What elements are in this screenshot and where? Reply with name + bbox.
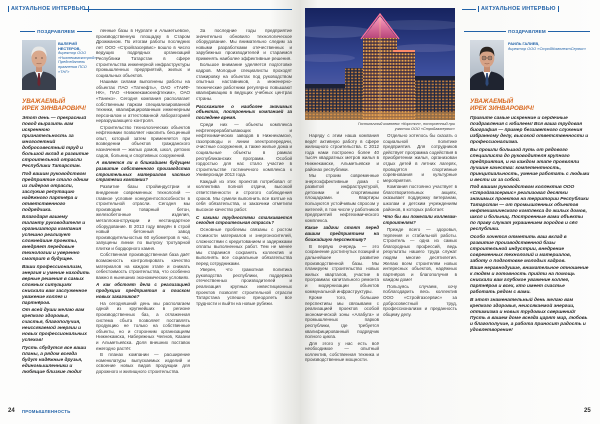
body-paragraph: Нашими силами выполнены работы на объектах ПАО «Татнефть», ОАО «ТАИФ-НК», ПАО «Нижнекамскнефтехим», ОАО «Танеко». Сегодня компания располагает собственным парком специализированной техники, квалифицированным инженерным персоналом и аттестованной лабораторией неразрушающего контроля. <box>96 79 190 124</box>
body-paragraph: В планах компании — расширение номенклатуры выпускаемых изделий и освоение новых видов продукции для дорожного и жилищного строительства. <box>96 352 190 374</box>
body-paragraph: Среди них — объекты комплекса нефтеперерабатывающих и нефтехимических заводов в Нижнекамске, газопроводы и линии электропередачи, очистные сооружения, а также жилые дома и социальные объекты в рамках республиканских программ. Особой гордостью для нас стало участие в строительстве гостиничного комплекса к Универсиаде 2013 года. <box>196 122 292 178</box>
congrats-paragraph: Под вашим руководством предприятие стало одним из лидеров отрасли, заслужив репутацию надёжного партнёра и ответственного подрядчика. <box>22 171 89 213</box>
congrats-paragraph: В этот знаменательный день желаю вам крепкого здоровья, неиссякаемой энергии, оптимизма и новых трудовых свершений! Пусть в вашем доме всегда царят мир, любовь и благополучие, а работа приносит радость и удовлетворение! <box>470 297 588 333</box>
question-paragraph: Расскажите о наиболее значимых объектах, построенных компанией за последнее время. <box>196 103 292 120</box>
portrait-man-glasses <box>470 40 504 90</box>
right-page <box>300 0 600 424</box>
congratulator-photo <box>470 40 504 90</box>
body-paragraph: За последние годы предприятие значительно обновило технологическое оборудование. Мы внимательно следим за новыми разработками отечественных и зарубежных производителей и стараемся применять наиболее эффективные решения. <box>196 28 292 61</box>
street-lights <box>305 112 455 120</box>
body-paragraph: Мы строим современные энергоэффективные дома с развитой инфраструктурой, детскими и спортивными площадками. Квартиры пользуются устойчивым спросом у жителей, в том числе у работников предприятий нефтехимического комплекса. <box>305 172 379 223</box>
section-rule-right <box>548 31 590 32</box>
section-rule-left <box>20 31 35 32</box>
question-paragraph: А является ли в ближайшем будущем развитие собственного производства строительных материалов частью стратегии компании? <box>96 160 190 183</box>
congratulator-caption <box>508 42 588 51</box>
running-head-rule <box>462 9 476 10</box>
congratulator-position: директор ООО «СтройКомплектСервис» <box>508 45 587 51</box>
congrats-paragraph: Этот день — прекрасный повод выразить вам искреннюю признательность за многолетний добросовестный труд и большой вклад в развитие строительной отрасли Республики Татарстан. <box>22 116 89 169</box>
running-head: АКТУАЛЬНОЕ ИНТЕРВЬЮ <box>478 6 559 12</box>
running-head-rule <box>84 9 292 10</box>
hotel-building-photo <box>305 8 455 120</box>
body-paragraph: Основные проблемы связаны с ростом стоимости материалов и энергоносителей, сложностями с кредитованием и задержками оплаты выполненных работ. Тем не менее мы стараемся сохранять коллектив и выполнять все социальные обязательства перед сотрудниками. <box>196 227 292 266</box>
body-paragraph: Кроме того, большие перспективы мы связываем с реализацией проектов особой экономической зоны «Алабуга» и промышленных парков республики, где требуется квалифицированный подрядчик полного цикла. <box>305 295 379 340</box>
congrats-section-label <box>20 29 92 34</box>
building-photo <box>305 8 455 120</box>
magazine-brand: ПРОМЫШЛЕННОСТЬ <box>22 409 71 414</box>
congrats-paragraph: Благодаря вашему таланту руководителя и организатора компания успешно реализует сложнейшие проекты, внедряет передовые технологии и уверенно смотрит в будущее. <box>22 215 86 263</box>
body-paragraph: Компания постоянно участвует в благотворительных акциях, оказывает поддержку ветеранам, школам и детским учреждениям районов, в которых работает. <box>383 184 457 212</box>
question-paragraph: Какие задачи стоят перед вашим предприятием на ближайшую перспективу? <box>305 225 379 242</box>
congrats-section-label <box>464 29 590 34</box>
body-paragraph: Отдельно хотелось бы сказать о социальной политике предприятия. Для сотрудников действует программа содействия в приобретении жилья, организован отдых детей в летних лагерях, проводятся спортивные соревнования и культурные мероприятия. <box>383 133 457 183</box>
body-paragraph: Наряду с этим наша компания ведёт активную работу в сфере жилищного строительства. С 2012 года нами построено более 40 тысяч квадратных метров жилья в Нижнекамске, Альметьевске и районах республики. <box>305 133 379 172</box>
question-paragraph: Что бы вы пожелали коллегам-строителям? <box>383 214 457 225</box>
congrats-paragraph: Примите самые искренние и сердечные поздравления с юбилеем! Вся ваша трудовая биография — пример беззаветного служения избранному делу, высокой ответственности и профессионализма. <box>470 116 589 145</box>
congratulator-name: РАИЛЬ ГАЛИЕВ, <box>508 41 540 46</box>
body-paragraph: Прежде всего — здоровья, терпения и стабильной работы. Строитель — одна из самых благородных профессий, ведь результаты нашего труда служат людям многие десятилетия. Желаю всем строителям новых интересных объектов, надёжных партнёров и благополучия в каждом доме! <box>383 227 457 283</box>
greeting-heading: УВАЖАЕМЫЙ ИРЕК ЗИНВАРОВИЧ! <box>22 98 87 112</box>
body-paragraph: Уверен, что грамотная политика руководства республики, поддержка отечественных производителей и реализация крупных инвестиционных проектов позволят строительной отрасли Татарстана успешно преодолеть все трудности и выйти на новые рубежи. <box>196 267 292 306</box>
body-paragraph: Пользуясь случаем, хочу поблагодарить весь коллектив ООО «Стройгазсервис» за добросовестный труд, профессионализм и преданность общему делу. <box>383 283 457 317</box>
body-paragraph: В первую очередь — это сохранение достигнутых позиций и дальнейшее развитие производственной базы. Мы планируем строительство новых жилых кварталов, участие в программах капитального ремонта и модернизации объектов коммунальной инфраструктуры. <box>305 243 379 294</box>
congrats-paragraph: Пусть сбудутся все ваши планы, а рядом всегда будут надёжные друзья, единомышленники и любящие близкие люди! <box>22 345 87 375</box>
body-paragraph: ленные базы в Нурлате и Альметьевске, производственную площадку в Старом Дрожжаном. По итогам работы последних лет ООО «Стройгазсервис» вошло в число ведущих подрядных организаций Республики Татарстан в сфере строительства инженерной инфраструктуры промышленных предприятий, жилых и социальных объектов. <box>96 28 190 78</box>
running-head: АКТУАЛЬНОЕ ИНТЕРВЬЮ <box>8 6 89 12</box>
question-paragraph: С какими трудностями сталкивается сегодня строительная отрасль? <box>196 214 292 226</box>
congratulation-text <box>470 116 590 398</box>
article-column-3 <box>305 133 379 398</box>
congrats-paragraph: Под вашим руководством коллектив ООО «Стройгазсервис» реализовал десятки значимых проектов на территории Республики Татарстан — от промышленных объектов нефтехимического комплекса до жилых домов, школ и больниц. Построенные вами объекты по праву служат украшением городов и сёл республики. <box>470 185 589 233</box>
body-paragraph: Для этого у нас есть всё необходимое — опытный коллектив, собственная техника и производственные мощности. <box>305 340 379 363</box>
congrats-paragraph: Ваше неравнодушие, внимательное отношение к людям и готовность прийти на помощь снискали вам глубокое уважение коллег, партнёров и всех, кто имеет счастье работать рядом с вами. <box>470 266 589 296</box>
page-number: 24 <box>8 408 15 414</box>
congrats-paragraph: От всей души желаю вам крепкого здоровья, счастья, благополучия, неиссякаемой энергии и новых профессиональных успехов! <box>22 308 87 344</box>
question-paragraph: А как обстоят дела с реализацией продукции предприятия и поиском новых заказчиков? <box>96 282 190 299</box>
portrait-older-man <box>22 40 56 90</box>
congrats-paragraph: Ваши профессионализм, энергия и умение находить верные решения в самых сложных ситуациях снискали вам заслуженное уважение коллег и партнёров. <box>22 264 90 306</box>
greeting-heading: УВАЖАЕМЫЙ ИРЕК ЗИНВАРОВИЧ! <box>470 98 535 112</box>
section-label-text: ПОЗДРАВЛЯЕМ <box>508 29 546 34</box>
section-label-text: ПОЗДРАВЛЯЕМ <box>37 29 75 34</box>
article-column-4 <box>383 133 457 398</box>
congrats-paragraph: Вы прошли большой путь от рядового специалиста до руководителя крупного предприятия, и на каждом этапе проявляли лучшие качества: компетентность, принципиальность, умение работать с людьми и вести их за собой. <box>470 147 590 183</box>
body-paragraph: Собственная производственная база даёт возможность контролировать качество материалов на каждом этапе и снижать себестоимость строительства, что особенно важно в нынешних экономических условиях. <box>96 252 190 280</box>
body-paragraph: Строительство технологических объектов нефтехимии позволяет накопить бесценный опыт, который затем применяется при возведении объектов гражданского назначения — жилых домов, школ, детских садов, больниц и спортивных сооружений. <box>96 124 190 158</box>
congratulator-caption <box>58 41 98 74</box>
congratulator-photo <box>22 40 56 90</box>
photo-caption: Гостиничный комплекс «Корстон», построенный при участии ООО «Стройгазсервис» <box>358 122 455 131</box>
article-column-2 <box>196 28 292 398</box>
page-number: 25 <box>584 408 591 414</box>
congratulator-name: ВАЛЕРИЙ НЕСТЕРОВ, <box>58 41 81 51</box>
congratulation-text <box>22 116 90 398</box>
body-paragraph: Большое внимание уделяется подготовке кадров. Молодые специалисты проходят стажировку на объектах под руководством опытных наставников, а инженерно-технические работники регулярно повышают квалификацию в ведущих учебных центрах страны. <box>196 62 292 101</box>
congrats-paragraph: Особо хочется отметить ваш вклад в развитие производственной базы строительной индустрии, внедрение современных технологий и материалов, заботу о подготовке молодых кадров. <box>470 234 572 264</box>
section-rule-left <box>464 31 506 32</box>
congratulator-position: директор ООО «Нижнекамскстрой», Председатель правления ПСО «ТНГ» <box>58 50 98 74</box>
article-column-1 <box>96 28 190 398</box>
body-paragraph: Развитие базы стройиндустрии и внедрение современных технологий — главное условие конкурентоспособности в строительной отрасли. Сегодня мы производим товарный бетон, железобетонные изделия, металлоконструкции и нестандартное оборудование. В 2013 году введён в строй новый бетонный завод производительностью 60 кубометров в час, запущены линии по выпуску тротуарной плитки и бордюрного камня. <box>96 184 190 251</box>
section-rule-right <box>77 31 92 32</box>
body-paragraph: Каждый из этих проектов потребовал от коллектива полной отдачи, высокой ответственности и строгого соблюдения сроков. Мы сумели выполнить все взятые на себя обязательства, и заказчики отметили высокое качество работ. <box>196 178 292 212</box>
body-paragraph: На сегодняшний день мы располагаем одной из крупнейших в регионе производственных баз, а отлаженная система сбыта позволяет поставлять продукцию не только на собственные объекты, но и сторонним организациям Нижнекамска, Набережных Челнов, Казани и Альметьевска. Доля внешних поставок ежегодно растёт. <box>96 300 190 351</box>
